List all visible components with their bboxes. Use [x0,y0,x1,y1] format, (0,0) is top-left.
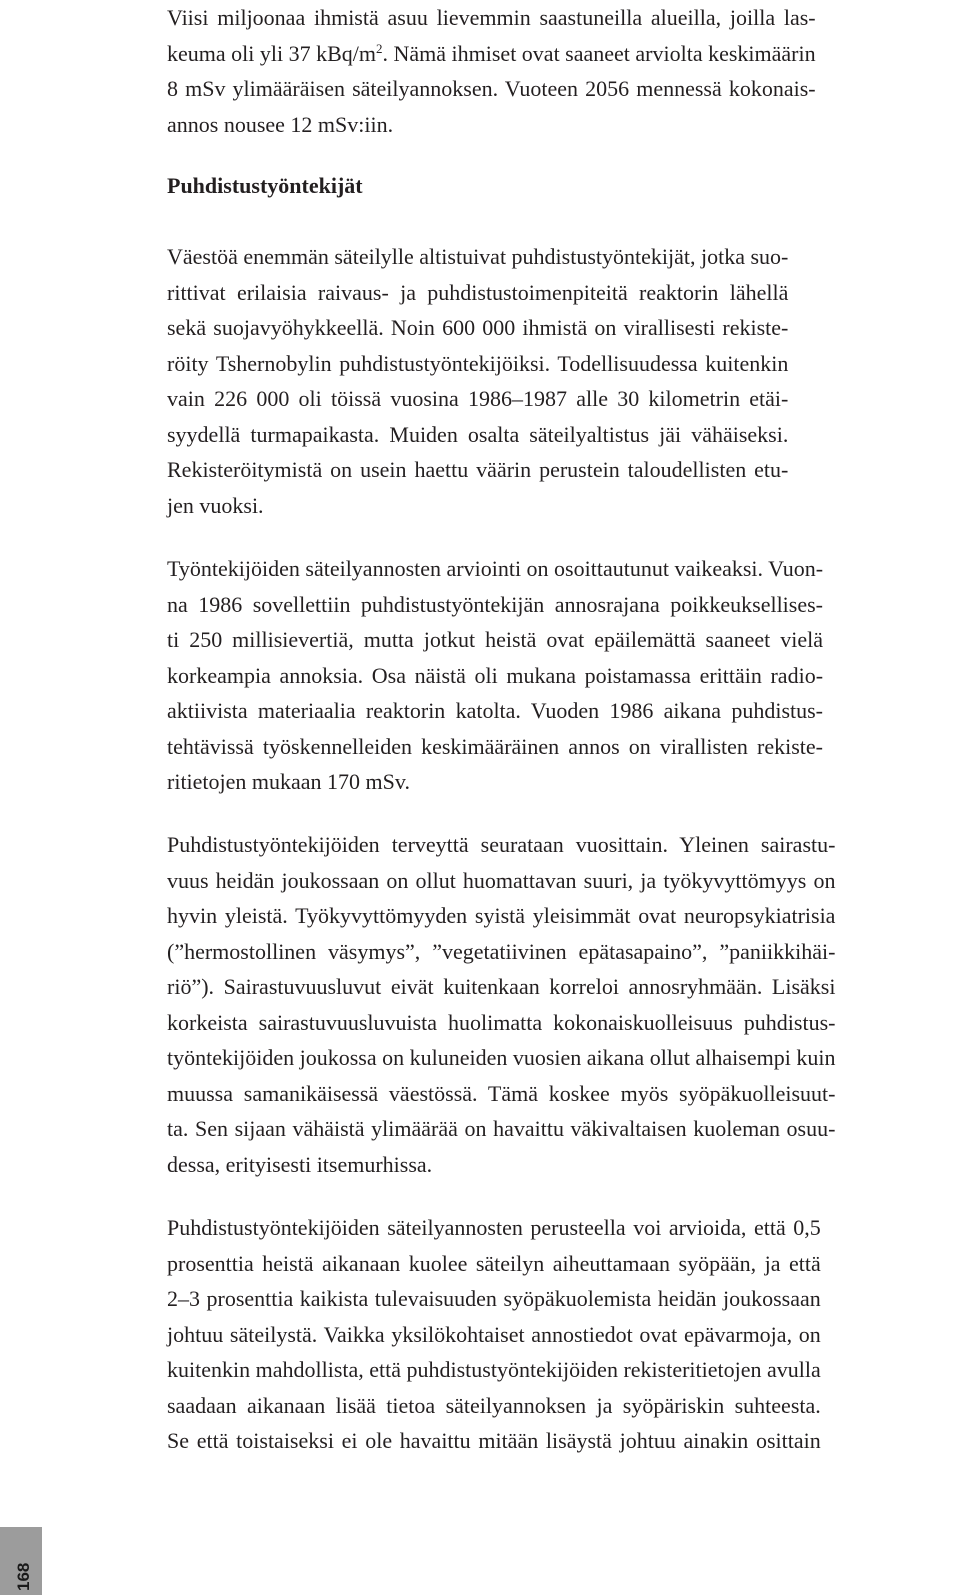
text-line: sekä suojavyöhykkeellä. Noin 600 000 ihmistä on virallisesti rekiste- [167,315,789,340]
text-line: vuus heidän joukossaan on ollut huomattavan suuri, ja työkyvyttömyys on [167,867,836,893]
text-line: saadaan aikanaan lisää tietoa säteilyannoksen ja syöpäriskin suhteesta. [167,1392,821,1418]
text-line: vain 226 000 oli töissä vuosina 1986–1987 alle 30 kilometrin etäi- [167,386,789,411]
text-line: syydellä turmapaikasta. Muiden osalta säteilyaltistus jäi vähäiseksi. [167,421,789,447]
page-number-tab [0,1527,42,1595]
text-segment: . Nämä ihmiset ovat saaneet arviolta keskimäärin [382,40,816,66]
text-line: Rekisteröitymistä on usein haettu väärin perustein taloudellisten etu- [167,457,789,482]
text-line: työntekijöiden joukossa on kuluneiden vuosien aikana ollut alhaisempi kuin [167,1045,836,1070]
page-number: 168 [14,1562,33,1591]
text-line: annos nousee 12 mSv:iin. [167,111,394,137]
text-line: kuitenkin mahdollista, että puhdistustyöntekijöiden rekisteritietojen avulla [167,1357,821,1382]
text-line: röity Tshernobylin puhdistustyöntekijöiksi. Todellisuudessa kuitenkin [167,350,789,376]
text-line: dessa, erityisesti itsemurhissa. [167,1151,433,1177]
section-heading: Puhdistustyöntekijät [167,173,363,198]
paragraph-health-monitoring [167,827,835,1182]
paragraph-intro [167,0,816,142]
text-line: Väestöä enemmän säteilylle altistuivat puhdistustyöntekijät, jotka suo- [167,244,789,269]
text-line: rittivat erilaisia raivaus- ja puhdistustoimenpiteitä reaktorin lähellä [167,279,789,305]
text-line: korkeista sairastuvuusluvuista huolimatta kokonaiskuolleisuus puhdistus- [167,1009,836,1035]
text-line: prosenttia heistä aikanaan kuolee säteilyn aiheuttamaan syöpään, ja että [167,1250,821,1276]
text-segment: keuma oli yli 37 kBq/m [167,40,376,66]
text-line: johtuu säteilystä. Vaikka yksilökohtaiset annostiedot ovat epävarmoja, on [167,1321,821,1347]
text-line: riö”). Sairastuvuusluvut eivät kuitenkaan korreloi annosryhmään. Lisäksi [167,974,836,999]
text-line: (”hermostollinen väsymys”, ”vegetatiivinen epätasapaino”, ”paniikkihäi- [167,938,836,964]
text-line: tehtävissä työskennelleiden keskimääräinen annos on virallisten rekiste- [167,733,824,759]
text-line [167,36,816,72]
text-line: ti 250 millisievertiä, mutta jotkut heistä ovat epäilemättä saaneet vielä [167,627,824,652]
text-line: hyvin yleistä. Työkyvyttömyyden syistä yleisimmät ovat neuropsykiatrisia [167,903,836,928]
paragraph-dose-assessment [167,551,823,800]
paragraph-cleanup-workers [167,239,788,523]
text-line: ritietojen mukaan 170 mSv. [167,769,410,794]
text-line: jen vuoksi. [167,492,264,518]
text-line: Se että toistaiseksi ei ole havaittu mitään lisäystä johtuu ainakin osittain [167,1428,821,1453]
paragraph-cancer-risk [167,1210,821,1459]
text-line: Puhdistustyöntekijöiden säteilyannosten perusteella voi arvioida, että 0,5 [167,1215,821,1240]
text-line: Puhdistustyöntekijöiden terveyttä seurataan vuosittain. Yleinen sairastu- [167,832,836,857]
text-line: korkeampia annoksia. Osa näistä oli mukana poistamassa erittäin radio- [167,662,824,688]
text-line: Viisi miljoonaa ihmistä asuu lievemmin saastuneilla alueilla, joilla las- [167,5,816,30]
text-line: 2–3 prosenttia kaikista tulevaisuuden syöpäkuolemista heidän joukossaan [167,1286,821,1311]
text-line: muussa samanikäisessä väestössä. Tämä koskee myös syöpäkuolleisuut- [167,1080,836,1106]
text-line: na 1986 sovellettiin puhdistustyöntekijän annosrajana poikkeuksellises- [167,591,824,617]
text-line: 8 mSv ylimääräisen säteilyannoksen. Vuoteen 2056 mennessä kokonais- [167,76,816,101]
text-line: Työntekijöiden säteilyannosten arviointi on osoittautunut vaikeaksi. Vuon- [167,556,824,581]
superscript: 2 [376,40,383,56]
text-line: aktiivista materiaalia reaktorin katolta. Vuoden 1986 aikana puhdistus- [167,698,824,723]
text-line: ta. Sen sijaan vähäistä ylimäärää on havaittu väkivaltaisen kuoleman osuu- [167,1116,836,1141]
